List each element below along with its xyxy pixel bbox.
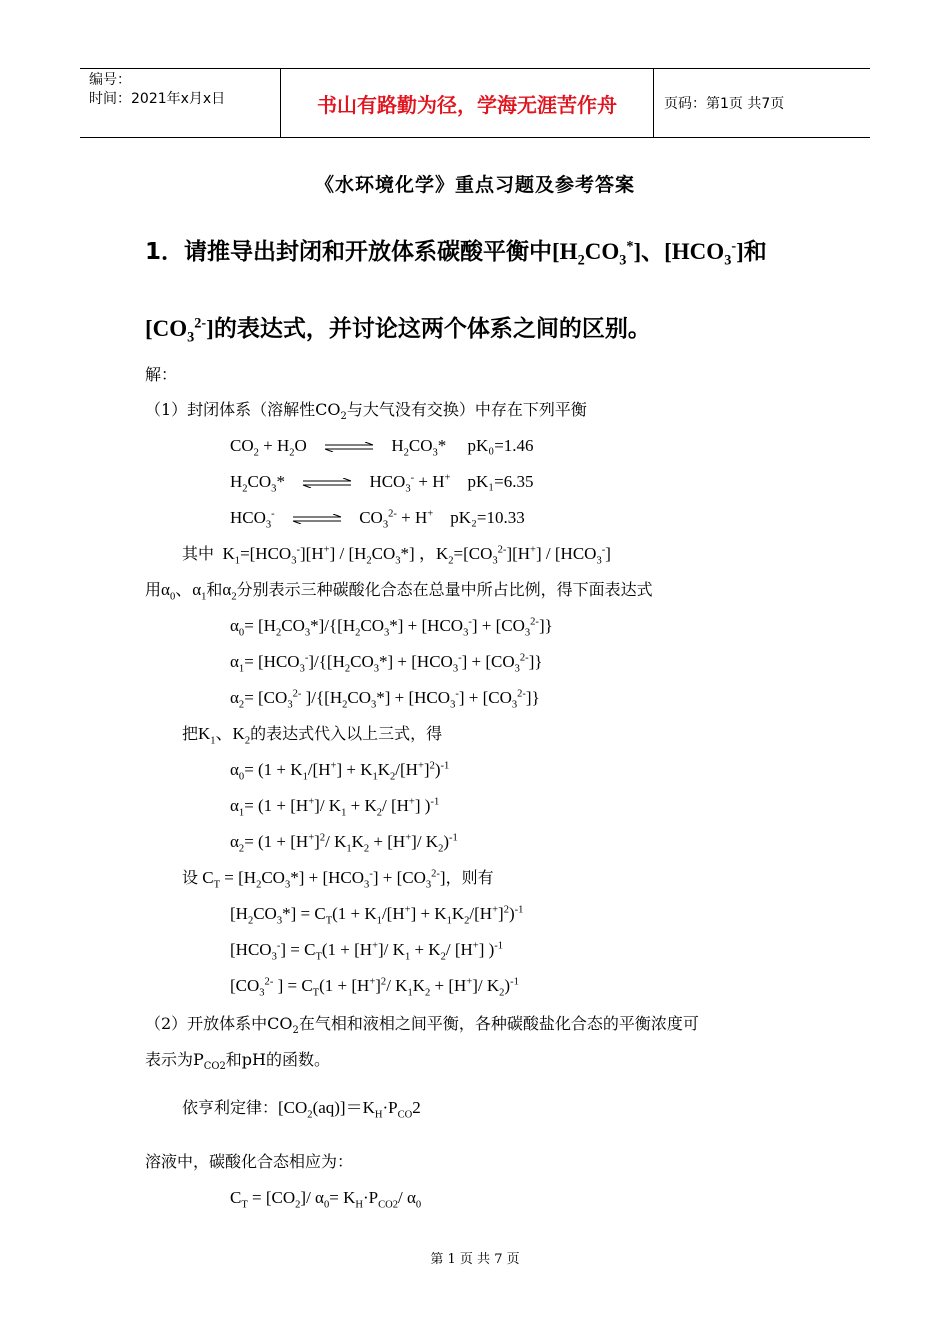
part2-line-2: 表示为$P_{CO2}$和pH的函数。 bbox=[145, 1050, 330, 1073]
solution-line: 溶液中，碳酸化合态相应为： bbox=[145, 1152, 354, 1171]
hco3-result: $[HCO_3^-] = C_T(1 + [H^+]/$ $K_1 + K_2/$ [H+] )$^{-1}$ bbox=[230, 940, 504, 963]
k-definitions: 其中 $K_1=[HCO_3^-][H^+] / [H_2CO_3*]$ ，$K_2=[CO_3^{2-}][H^+] / [HCO_3^-]$ bbox=[182, 544, 611, 567]
alpha2-result: $\alpha_2= (1 + [H^+]^2/$ $K_1K_2 + [H^+]/$ $K_2)^{-1}$ bbox=[230, 832, 458, 855]
alpha1-result: $\alpha_1= (1 + [H^+]/$ $K_1 + K_2/$ [H+] )$^{-1}$ bbox=[230, 796, 440, 819]
h2co3-result: $[H_2CO_3*] = C_T(1 + K_1/[H^+] + K_1K_2/[H^+]^2)^{-1}$ bbox=[230, 904, 524, 927]
page-footer: 第 1 页 共 7 页 bbox=[430, 1252, 520, 1267]
alpha1-def: $\alpha_1= [HCO_3^-]/\{[H_2CO_3*] + [HCO_3^-] + [CO_3^{2-}]\}$ bbox=[230, 652, 543, 675]
document-title: 《水环境化学》重点习题及参考答案 bbox=[314, 174, 635, 196]
equilibrium-arrow-icon bbox=[301, 478, 353, 488]
co3-result: [$CO_3^{2-}$ ] = $C_T(1 + [H^+]^2/$ $K_1K_2 + [H^+]/$ $K_2)^{-1}$ bbox=[230, 976, 519, 999]
henry-law: 依亨利定律：$[CO_2(aq)]=K_H\cdot P_{CO}2$ bbox=[182, 1098, 421, 1121]
alpha0-result: $\alpha_0= (1 + K_1/[H^+] + K_1K_2/[H^+]^2)^{-1}$ bbox=[230, 760, 450, 783]
substitute-line: 把$K_1$、$K_2$的表达式代入以上三式，得 bbox=[182, 724, 443, 747]
alpha-intro: 用$\alpha_0$、$\alpha_1$和$\alpha_2$分别表示三种碳酸化合态在总量中所占比例，得下面表达式 bbox=[145, 580, 653, 603]
alpha0-def: $\alpha_0= [H_2CO_3*]/\{[H_2CO_3*] + [HCO_3^-] + [CO_3^{2-}]\}$ bbox=[230, 616, 553, 639]
header-table bbox=[80, 68, 870, 138]
alpha2-def: $\alpha_2= [CO_3^{2-}$ ]$/\{[H_2CO_3*] + [HCO_3^-] + [CO_3^{2-}]\}$ bbox=[230, 688, 540, 711]
header-left-cell bbox=[80, 69, 281, 137]
part2-line-1: （2）开放体系中$CO_2$在气相和液相之间平衡，各种碳酸盐化合态的平衡浓度可 bbox=[145, 1014, 699, 1037]
equilibrium-1: $CO_2 + H_2O$ $H_2CO_3*$ pK₀=1.46 bbox=[230, 436, 534, 459]
question-line-2: $[CO_3^{2-}]$的表达式，并讨论这两个体系之间的区别。 bbox=[145, 315, 651, 346]
answer-label: 解： bbox=[145, 365, 178, 384]
equilibrium-arrow-icon bbox=[323, 442, 375, 452]
part1-intro: （1）封闭体系（溶解性$CO_2$与大气没有交换）中存在下列平衡 bbox=[145, 400, 587, 423]
number-label: 编号： bbox=[89, 72, 131, 88]
question-line-1: 1．请推导出封闭和开放体系碳酸平衡中$[H_2CO_3^*]$、$[HCO_3^-]$和 bbox=[145, 238, 767, 269]
page-label: 页码：第1页 共7页 bbox=[664, 96, 785, 112]
equilibrium-3: $HCO_3^-$ $CO_3^{2-} + H^+$ pK₂=10.33 bbox=[230, 508, 525, 531]
equilibrium-2: $H_2CO_3*$ $HCO_3^- + H^+$ pK₁=6.35 bbox=[230, 472, 534, 495]
equilibrium-arrow-icon bbox=[291, 514, 343, 524]
ct-definition: 设 $C_T = [H_2CO_3*] + [HCO_3^-] + [CO_3^{2-}]$，则有 bbox=[182, 868, 494, 891]
ct-open-system: $C_T = [CO_2]/$ $\alpha_0= K_H\cdot P_{CO2}/$ $\alpha_0$ bbox=[230, 1188, 422, 1211]
date-label: 时间：2021年x月x日 bbox=[89, 91, 226, 107]
motto: 书山有路勤为径，学海无涯苦作舟 bbox=[281, 69, 654, 137]
